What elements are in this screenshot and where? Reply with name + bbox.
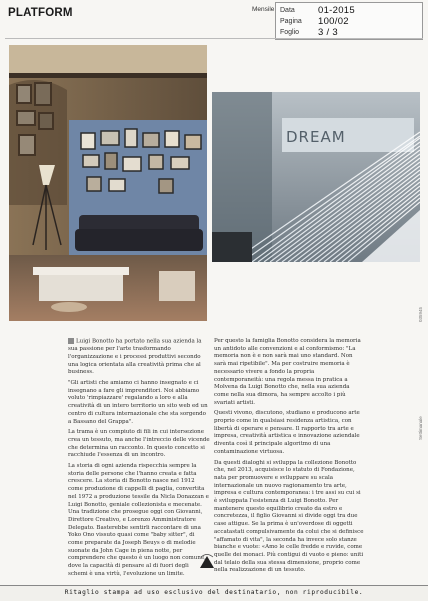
interior-photo [9, 45, 207, 321]
article-paragraph: Questi vivono, discutono, studiano e producono arte proprio come in qualsiasi residenza artistica, con libertà di operare e pensare. Il rapporto tra arte e impresa, creatività artistica e innovazione aziendale diventa così il principale algoritmo di una contaminazione virtuosa. [214, 410, 360, 455]
publication-logo-icon [198, 553, 216, 569]
side-code: 035945 [418, 306, 423, 322]
footer-disclaimer: Ritaglio stampa ad uso esclusivo del destinatario, non riproducibile. [64, 589, 364, 596]
meta-label-page: Pagina [280, 18, 302, 25]
article-column-left [68, 338, 210, 582]
article-column-right [214, 338, 364, 578]
dream-photo [212, 92, 420, 262]
meta-label-sheet: Foglio [280, 29, 300, 36]
meta-value-date: 01-2015 [318, 5, 355, 16]
article-paragraph [68, 338, 210, 377]
meta-value-sheet: 3 / 3 [318, 27, 338, 38]
article-paragraph: La trama è un compiuto di fili in cui intersezione crea un tessuto, ma anche l'intreccio delle vicende che determina un racconto. In questo concetto si racchiude l'essenza di un incontro. [68, 429, 210, 459]
article-paragraph: La storia di ogni azienda rispecchia sempre la storia delle persone che l'hanno creata e fatta crescere. La storia di Bonotto nasce nel 1912 come produzione di cappelli di paglia, convertita nel 1972 a produzione tessile da Nicla Donazzan e Luigi Bonotto, geniale collezionista e mecenate. Una tradizione che prosegue oggi con Giovanni, Direttore Creativo, e Lorenzo Amministratore Delegato. Basterebbe sentirli raccontare di una Yoko Ono vissuto quasi come "baby sitter", di come preparate da Joseph Beuys o di melodie suonate da John Cage in piena notte, per comprendere che questo è un luogo non comune, dove la capacità di pensare al di fuori degli schemi è una virtù, l'evoluzione un limite. [68, 463, 209, 577]
side-code-secondary: Settimanale [418, 416, 423, 440]
meta-value-page: 100/02 [318, 16, 349, 27]
article-paragraph-text: Luigi Bonotto ha portato nella sua azienda la sua passione per l'arte trasformando l'organizzazione e i processi produttivi secondo una logica orientata alla creatività prima che al business. [68, 338, 202, 376]
dream-sign-text: DREAM [286, 128, 346, 146]
article-paragraph: "Gli artisti che amiamo ci hanno insegnato e ci insegnano a fare gli imprenditori. Noi abbiamo voluto 'rimpiazzare' regalando a loro e alla creatività di un intero territorio un sito web ed un centro di cultura internazionale che sta sorgendo a Bassano del Grappa". [68, 380, 208, 425]
publication-type: Mensile [252, 6, 275, 13]
paragraph-marker [68, 338, 74, 344]
footer-bar [0, 585, 428, 601]
meta-box [275, 2, 423, 40]
meta-label-date: Data [280, 7, 295, 14]
article-paragraph: Da questi dialoghi si sviluppa la collezione Bonotto che, nel 2013, acquisisce lo statuto di Fondazione, nata per promuovere e sviluppare su scala internazionale un nuovo ragionamento tra arte, impresa e cultura contemporanea: i tre assi su cui si è sviluppata l'esistenza di Luigi Bonotto. Per mantenere questo equilibrio creato da estro e concretezza, il figlio Giovanni si divide oggi tra due case attigue. Se la prima è un'overdose di oggetti accatastati compulsivamente da colui che si definisce "affamato di vita", la seconda ha invece solo stanze bianche e vuote: «Amo le celle fredde e ruvide, come quelle dei monaci. Più contigui di vuoto e pieno: uniti dal telaio della sua stessa dimensione, proprio come nella realizzazione di un tessuto. [214, 459, 364, 574]
interior-illustration [9, 45, 207, 321]
masthead-title: PLATFORM [8, 7, 73, 19]
header-divider [5, 38, 423, 39]
dream-illustration [212, 92, 420, 262]
article-paragraph: Per questo la famiglia Bonotto considera la memoria un antidoto alle convenzioni e al conformismo: "La memoria non è e non sarà mai uno standard. Non sarà mai ripetibile". Ma per costruire memoria è necessario vivere a fondo la propria contemporaneità: una regola messa in pratica a Molvena da Luigi Bonotto che, nella sua azienda come nella sua dimora, ha sempre accolto i più svariati artisti. [214, 338, 361, 406]
